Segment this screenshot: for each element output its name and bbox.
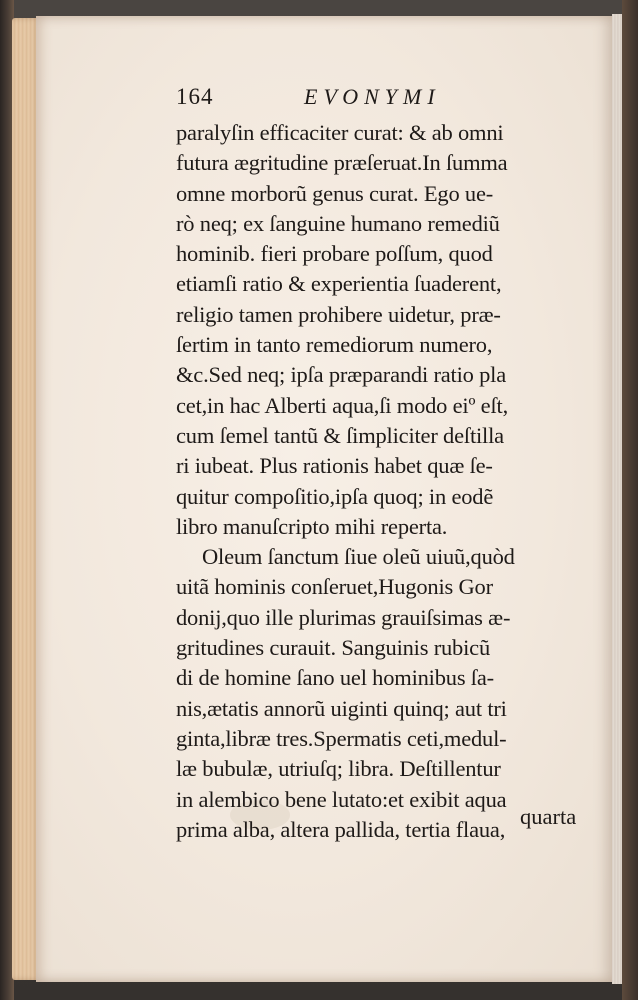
- text-line: &c.Sed neq; ipſa præparandi ratio pla: [176, 362, 507, 388]
- right-cover-edge: [622, 0, 638, 1000]
- text-line: nis,ætatis annorũ uiginti quinq; aut tri: [176, 695, 507, 721]
- body-text: [176, 118, 588, 845]
- text-line: donij,quo ille plurimas grauiſsimas æ-: [176, 604, 511, 630]
- text-line: Oleum ſanctum ſiue oleũ uiuũ,quòd: [202, 544, 515, 570]
- catchword: quarta: [520, 804, 577, 829]
- text-line: ginta,libræ tres.Spermatis ceti,medul-: [176, 725, 507, 751]
- text-line: quitur compoſitio,ipſa quoq; in eodẽ: [176, 483, 494, 509]
- text-line: paralyſin efficaciter curat: & ab omni: [176, 120, 504, 145]
- text-line: ri iubeat. Plus rationis habet quæ ſe-: [176, 453, 493, 479]
- text-line: cet,in hac Alberti aqua,ſi modo eiº eſt,: [176, 392, 508, 418]
- page-number: 164: [176, 84, 214, 109]
- text-line: cum ſemel tantũ & ſimpliciter deſtilla: [176, 422, 504, 448]
- text-line: di de homine ſano uel hominibus ſa-: [176, 665, 494, 691]
- text-line: omne morborũ genus curat. Ego ue-: [176, 180, 494, 206]
- text-line: futura ægritudine præſeruat.In ſumma: [176, 150, 508, 176]
- text-line: rò neq; ex ſanguine humano remediũ: [176, 210, 500, 236]
- running-head: [176, 84, 588, 118]
- text-line: libro manuſcripto mihi reperta.: [176, 513, 448, 539]
- text-line: gritudines curauit. Sanguinis rubicũ: [176, 635, 490, 661]
- text-block: [176, 84, 588, 845]
- text-line: ſertim in tanto remediorum numero,: [176, 332, 493, 358]
- text-line: læ bubulæ, utriuſq; libra. Deſtillentur: [176, 756, 501, 782]
- running-head-title: EVONYMI: [304, 84, 441, 109]
- text-line: etiamſi ratio & experientia ſuaderent,: [176, 271, 502, 297]
- text-line: hominib. fieri probare poſſum, quod: [176, 241, 493, 267]
- text-line: in alembico bene lutato:et exibit aqua: [176, 786, 507, 812]
- text-line: uitã hominis conſeruet,Hugonis Gor: [176, 574, 493, 600]
- text-line: prima alba, altera pallida, tertia flaua,: [176, 816, 506, 842]
- text-line: religio tamen prohibere uidetur, præ-: [176, 301, 501, 327]
